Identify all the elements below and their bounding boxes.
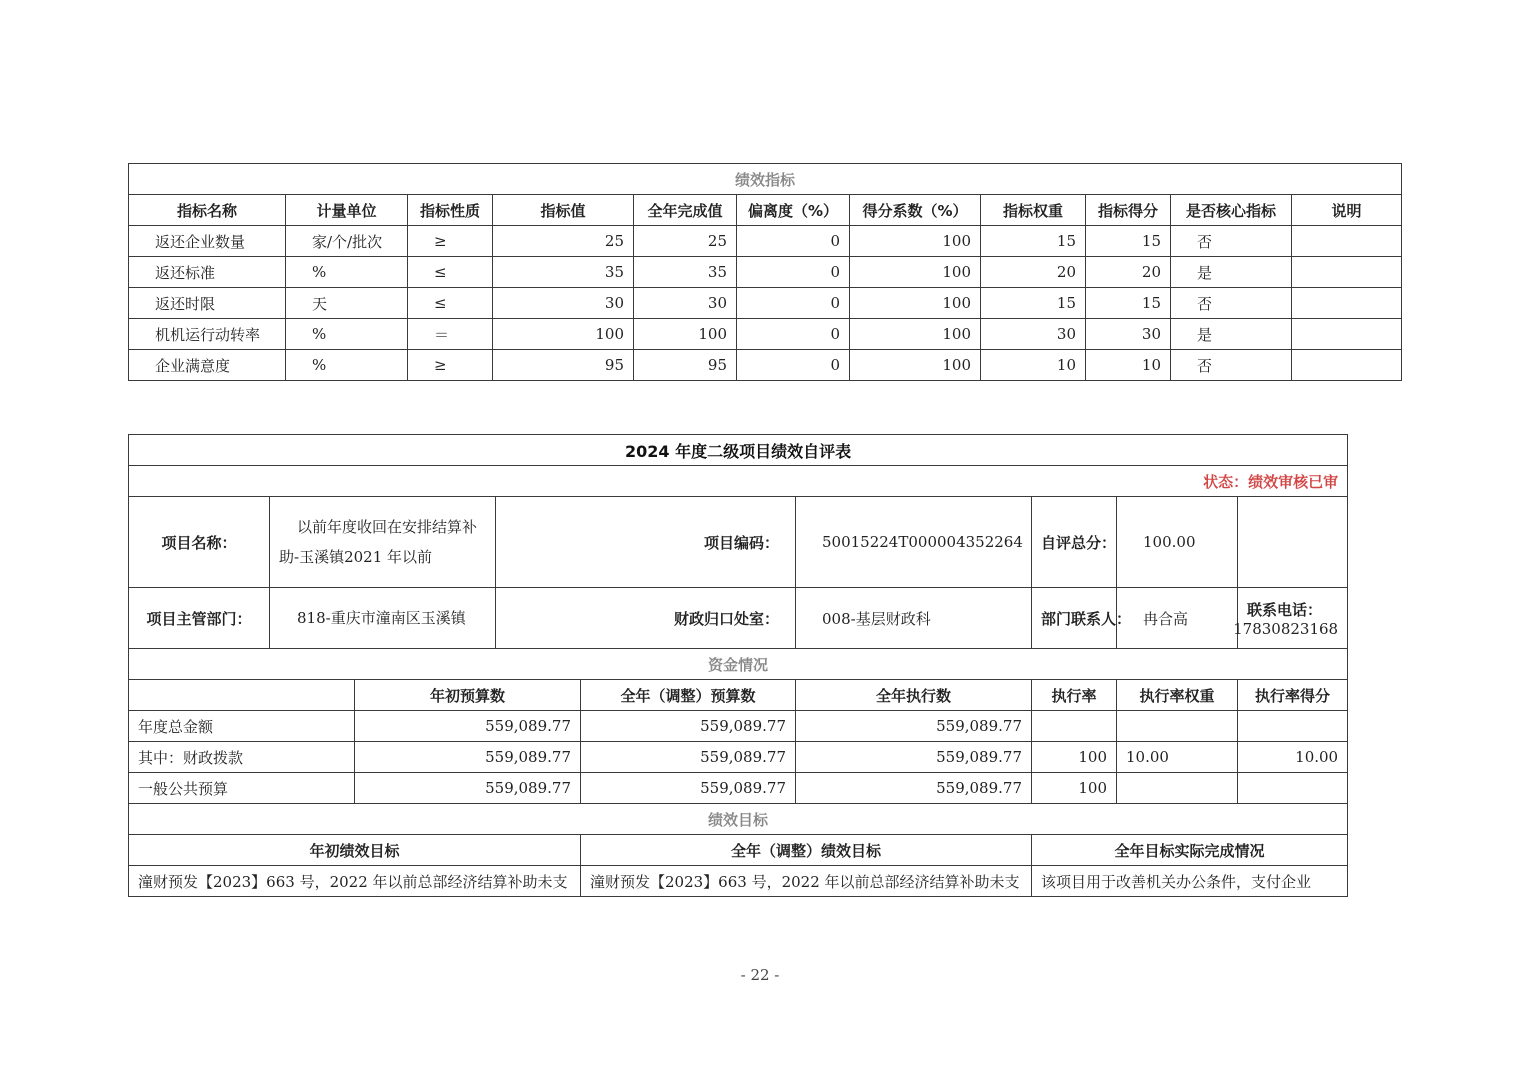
initial-budget: 559,089.77 xyxy=(355,742,581,773)
finance-label: 财政归口处室： xyxy=(496,588,796,649)
indicator-name: 企业满意度 xyxy=(129,350,286,381)
deviation: 0 xyxy=(737,257,850,288)
column-header: 指标值 xyxy=(493,195,634,226)
table-row xyxy=(129,773,1348,804)
target-value: 100 xyxy=(493,319,634,350)
score-coefficient: 100 xyxy=(850,319,981,350)
column-header: 指标得分 xyxy=(1086,195,1171,226)
is-core: 否 xyxy=(1171,288,1292,319)
score-label: 自评总分： xyxy=(1032,497,1117,588)
initial-budget: 559,089.77 xyxy=(355,711,581,742)
initial-budget: 559,089.77 xyxy=(355,773,581,804)
fund-item-name: 年度总金额 xyxy=(129,711,355,742)
section-title-perf-indicators: 绩效指标 xyxy=(129,164,1402,195)
note xyxy=(1292,350,1402,381)
initial-goal: 潼财预发【2023】663 号，2022 年以前总部经济结算补助未支 xyxy=(129,866,581,897)
deviation: 0 xyxy=(737,350,850,381)
self-evaluation-table xyxy=(128,434,1348,897)
fund-item-name: 其中：财政拨款 xyxy=(129,742,355,773)
unit: 天 xyxy=(286,288,408,319)
table-row xyxy=(129,711,1348,742)
rate-score xyxy=(1238,711,1348,742)
empty-header-cell xyxy=(129,680,355,711)
nature: ≤ xyxy=(408,257,493,288)
table-row xyxy=(129,257,1402,288)
column-header: 说明 xyxy=(1292,195,1402,226)
actual-value: 35 xyxy=(634,257,737,288)
execution-rate: 100 xyxy=(1032,742,1117,773)
table-row xyxy=(129,350,1402,381)
target-value: 95 xyxy=(493,350,634,381)
finance-office: 008-基层财政科 xyxy=(796,588,1032,649)
column-header: 全年（调整）绩效目标 xyxy=(581,835,1032,866)
column-header: 执行率权重 xyxy=(1117,680,1238,711)
actual-value: 30 xyxy=(634,288,737,319)
weight: 10 xyxy=(981,350,1086,381)
column-header: 全年（调整）预算数 xyxy=(581,680,796,711)
indicator-name: 机机运行动转率 xyxy=(129,319,286,350)
target-value: 30 xyxy=(493,288,634,319)
table-row xyxy=(129,742,1348,773)
column-header: 是否核心指标 xyxy=(1171,195,1292,226)
weight: 30 xyxy=(981,319,1086,350)
funds-header-row xyxy=(129,680,1348,711)
indicator-name: 返还企业数量 xyxy=(129,226,286,257)
phone-number: 17830823168 xyxy=(1233,619,1339,638)
is-core: 是 xyxy=(1171,257,1292,288)
status-badge: 状态：绩效审核已审 xyxy=(129,466,1348,497)
executed-amount: 559,089.77 xyxy=(796,711,1032,742)
score-coefficient: 100 xyxy=(850,226,981,257)
header-row xyxy=(129,195,1402,226)
score-coefficient: 100 xyxy=(850,257,981,288)
target-value: 25 xyxy=(493,226,634,257)
deviation: 0 xyxy=(737,319,850,350)
deviation: 0 xyxy=(737,288,850,319)
note xyxy=(1292,226,1402,257)
is-core: 是 xyxy=(1171,319,1292,350)
indicator-name: 返还标准 xyxy=(129,257,286,288)
nature: ≥ xyxy=(408,226,493,257)
is-core: 否 xyxy=(1171,350,1292,381)
project-code-label: 项目编码： xyxy=(496,497,796,588)
weight: 20 xyxy=(981,257,1086,288)
unit: 家/个/批次 xyxy=(286,226,408,257)
table-row xyxy=(129,226,1402,257)
unit: % xyxy=(286,319,408,350)
table-row xyxy=(129,288,1402,319)
score: 15 xyxy=(1086,288,1171,319)
note xyxy=(1292,288,1402,319)
adjusted-budget: 559,089.77 xyxy=(581,711,796,742)
deviation: 0 xyxy=(737,226,850,257)
executed-amount: 559,089.77 xyxy=(796,742,1032,773)
actual-value: 100 xyxy=(634,319,737,350)
nature: ≥ xyxy=(408,350,493,381)
column-header: 全年目标实际完成情况 xyxy=(1032,835,1348,866)
actual-value: 95 xyxy=(634,350,737,381)
phone-label: 联系电话： xyxy=(1247,600,1323,619)
contact-label: 部门联系人： xyxy=(1032,588,1117,649)
project-name: 以前年度收回在安排结算补助-玉溪镇2021 年以前 xyxy=(270,497,496,588)
column-header: 全年执行数 xyxy=(796,680,1032,711)
indicator-name: 返还时限 xyxy=(129,288,286,319)
actual-value: 25 xyxy=(634,226,737,257)
phone-cell xyxy=(1233,588,1348,649)
adjusted-goal: 潼财预发【2023】663 号，2022 年以前总部经济结算补助未支 xyxy=(581,866,1032,897)
is-core: 否 xyxy=(1171,226,1292,257)
score-coefficient: 100 xyxy=(850,350,981,381)
rate-weight xyxy=(1117,773,1238,804)
score: 30 xyxy=(1086,319,1171,350)
note xyxy=(1292,257,1402,288)
executed-amount: 559,089.77 xyxy=(796,773,1032,804)
project-name-label: 项目名称： xyxy=(129,497,270,588)
score-coefficient: 100 xyxy=(850,288,981,319)
project-code: 50015224T000004352264 xyxy=(796,497,1032,588)
adjusted-budget: 559,089.77 xyxy=(581,773,796,804)
column-header: 年初预算数 xyxy=(355,680,581,711)
weight: 15 xyxy=(981,288,1086,319)
target-value: 35 xyxy=(493,257,634,288)
fund-item-name: 一般公共预算 xyxy=(129,773,355,804)
note xyxy=(1292,319,1402,350)
column-header: 指标权重 xyxy=(981,195,1086,226)
project-info-row xyxy=(129,497,1348,588)
actual-completion: 该项目用于改善机关办公条件，支付企业 xyxy=(1032,866,1348,897)
adjusted-budget: 559,089.77 xyxy=(581,742,796,773)
unit: % xyxy=(286,257,408,288)
column-header: 得分系数（%） xyxy=(850,195,981,226)
form-title: 2024 年度二级项目绩效自评表 xyxy=(129,435,1348,466)
score: 20 xyxy=(1086,257,1171,288)
column-header: 全年完成值 xyxy=(634,195,737,226)
table-row xyxy=(129,319,1402,350)
column-header: 指标名称 xyxy=(129,195,286,226)
score: 15 xyxy=(1086,226,1171,257)
goals-header-row xyxy=(129,835,1348,866)
empty-cell xyxy=(1238,497,1348,588)
total-score: 100.00 xyxy=(1117,497,1238,588)
page-number: - 22 - xyxy=(740,966,780,984)
table-row xyxy=(129,866,1348,897)
rate-weight: 10.00 xyxy=(1117,742,1238,773)
unit: % xyxy=(286,350,408,381)
section-title-goals: 绩效目标 xyxy=(129,804,1348,835)
column-header: 年初绩效目标 xyxy=(129,835,581,866)
column-header: 执行率得分 xyxy=(1238,680,1348,711)
rate-weight xyxy=(1117,711,1238,742)
dept-label: 项目主管部门： xyxy=(129,588,270,649)
column-header: 指标性质 xyxy=(408,195,493,226)
column-header: 计量单位 xyxy=(286,195,408,226)
dept-info-row xyxy=(129,588,1348,649)
performance-indicator-table xyxy=(128,163,1402,381)
nature: ≤ xyxy=(408,288,493,319)
contact-person: 冉合高 xyxy=(1117,588,1238,649)
weight: 15 xyxy=(981,226,1086,257)
dept-name: 818-重庆市潼南区玉溪镇 xyxy=(270,588,496,649)
execution-rate xyxy=(1032,711,1117,742)
score: 10 xyxy=(1086,350,1171,381)
rate-score: 10.00 xyxy=(1238,742,1348,773)
execution-rate: 100 xyxy=(1032,773,1117,804)
column-header: 执行率 xyxy=(1032,680,1117,711)
column-header: 偏离度（%） xyxy=(737,195,850,226)
nature: ＝ xyxy=(408,319,493,350)
rate-score xyxy=(1238,773,1348,804)
section-title-funds: 资金情况 xyxy=(129,649,1348,680)
